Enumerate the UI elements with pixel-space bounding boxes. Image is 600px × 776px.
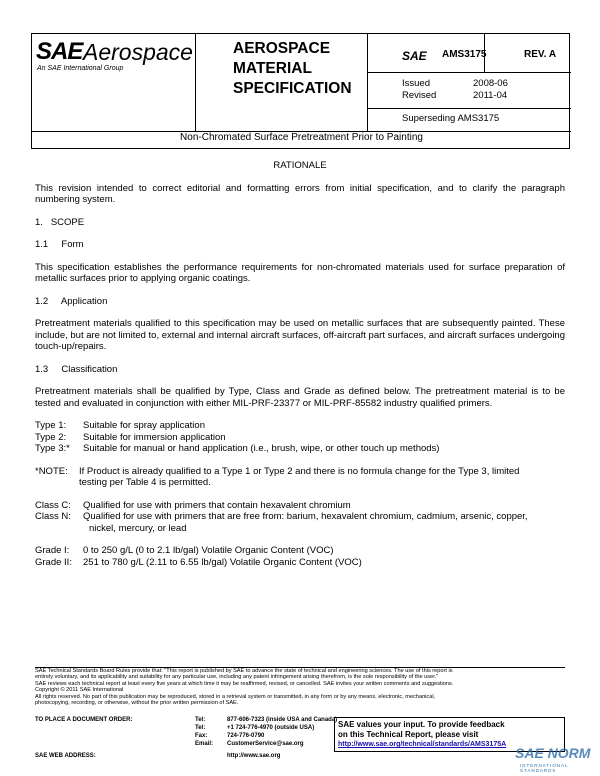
order-label: TO PLACE A DOCUMENT ORDER: — [35, 717, 133, 723]
type-text: Suitable for spray application — [83, 420, 205, 431]
divider — [367, 72, 571, 73]
logo-subtitle: An SAE International Group — [37, 65, 124, 72]
footer-line: Copyright © 2011 SAE International — [35, 687, 124, 694]
legal-footer — [35, 667, 565, 706]
form-heading: 1.1 Form — [35, 239, 84, 250]
class-row — [35, 500, 565, 512]
web-label: SAE WEB ADDRESS: — [35, 753, 96, 759]
footer-line: entirely voluntary, and its applicability and suitability for any particular use, including any patent infringement arising therefrom, is the sole responsibility of the user." — [35, 674, 439, 681]
footer-line: SAE Technical Standards Board Rules provide that: "This report is published by SAE to advance the state of technical and engineering sciences. The use of this report is — [35, 668, 453, 674]
class-text: Qualified for use with primers that are free from: barium, hexavalent chromium, cadmium, arsenic, copper, — [83, 511, 528, 522]
type-label: Type 2: — [35, 431, 67, 443]
fax-label: Fax: — [195, 733, 208, 739]
logo-sae-text: SAE — [36, 38, 83, 65]
grade-row — [35, 557, 565, 569]
document-subject: Non-Chromated Surface Pretreatment Prior to Painting — [180, 132, 423, 143]
class-label: Class C: — [35, 499, 71, 511]
class-row — [35, 511, 565, 523]
footer-line: SAE reviews each technical report at least every five years at which time it may be reaffirmed, revised, or cancelled. SAE invites your written comments and suggestions. — [35, 680, 454, 687]
email-value: CustomerService@sae.org — [227, 741, 304, 747]
web-value[interactable]: http://www.sae.org — [227, 753, 281, 759]
tel-value: +1 724-776-4970 (outside USA) — [227, 725, 315, 731]
title-line: AEROSPACE — [233, 40, 331, 57]
grade-text: 251 to 780 g/L (2.11 to 6.55 lb/gal) Volatile Organic Content (VOC) — [83, 556, 362, 568]
header-table — [31, 33, 570, 149]
document-type-title — [233, 39, 393, 99]
superseding-text: Superseding AMS3175 — [402, 113, 500, 124]
class-text-continued: nickel, mercury, or lead — [89, 522, 187, 534]
classification-heading: 1.3 Classification — [35, 363, 118, 375]
classification-text: Pretreatment materials shall be qualified by Type, Class and Grade as defined below. The pretreatment material is to be tested and evaluated in conjunction with either MIL-PRF-23377 or MIL-PRF-85582 industry qualified primers. — [35, 386, 565, 409]
fax-value: 724-776-0790 — [227, 733, 265, 739]
date-labels — [402, 78, 436, 102]
note-label: *NOTE: — [35, 465, 68, 477]
note-row — [35, 466, 565, 478]
scope-heading: 1. SCOPE — [35, 216, 85, 228]
watermark-subtitle: INTERNATIONAL STANDARDS — [520, 763, 569, 773]
revised-label: Revised — [402, 90, 437, 101]
document-number: AMS3175 — [442, 49, 487, 60]
type-row — [35, 420, 565, 432]
sae-aerospace-logo — [36, 38, 226, 96]
type-text: Suitable for immersion application — [83, 431, 226, 443]
class-label: Class N: — [35, 511, 71, 522]
email-label: Email: — [195, 741, 214, 747]
type-label: Type 3:* — [35, 443, 70, 454]
grade-row — [35, 545, 565, 557]
note-text-continued: testing per Table 4 is permitted. — [79, 477, 211, 488]
date-values — [473, 78, 508, 102]
footer-line: photocopying, recording, or otherwise, without the prior written permission of SAE. — [35, 700, 239, 707]
sae-norm-watermark: SAE NORM — [515, 745, 591, 761]
type-label: Type 1: — [35, 420, 67, 431]
grade-label: Grade II: — [35, 556, 72, 568]
logo-aerospace-text: Aerospace — [83, 39, 193, 65]
order-contact-block — [35, 716, 337, 760]
type-row — [35, 443, 565, 455]
type-row — [35, 432, 565, 444]
application-text: Pretreatment materials qualified to this specification may be used on metallic surfaces that are subsequently painted. These include, but are not limited to, external and internal aircraft surfaces, off-aircraft part surfaces, and aircraft surfaces undergoing touch-up/repairs. — [35, 318, 565, 352]
feedback-text: on this Technical Report, please visit — [338, 730, 479, 739]
tel-value: 877-606-7323 (inside USA and Canada) — [227, 717, 338, 723]
tel-label: Tel: — [195, 717, 206, 723]
type-text: Suitable for manual or hand application (i.e., brush, wipe, or other touch up methods) — [83, 443, 440, 454]
sae-small-logo: SAE — [402, 49, 427, 63]
form-text: This specification establishes the performance requirements for non-chromated materials used for surface preparation of metallic surfaces prior to applying organic coatings. — [35, 261, 565, 284]
tel-label: Tel: — [195, 725, 206, 731]
rationale-heading: RATIONALE — [273, 160, 327, 171]
feedback-text: SAE values your input. To provide feedback — [338, 720, 505, 729]
document-body — [35, 160, 565, 568]
feedback-link[interactable]: http://www.sae.org/technical/standards/AMS3175A — [338, 741, 507, 748]
grade-text: 0 to 250 g/L (0 to 2.1 lb/gal) Volatile Organic Content (VOC) — [83, 545, 334, 556]
revised-date: 2011-04 — [473, 90, 508, 101]
rationale-text: This revision intended to correct editorial and formatting errors from initial specification, and to clarify the paragraph numbering system. — [35, 182, 565, 205]
note-text: If Product is already qualified to a Type 1 or Type 2 and there is no formula change for the Type 3, limited — [79, 465, 520, 477]
title-line: MATERIAL — [233, 60, 312, 77]
divider — [367, 108, 571, 109]
title-line: SPECIFICATION — [233, 80, 352, 97]
issued-date: 2008-06 — [473, 78, 508, 89]
footer-line: All rights reserved. No part of this publication may be reproduced, stored in a retrieval system or transmitted, in any form or by any means, electronic, mechanical, — [35, 693, 436, 700]
issued-label: Issued — [402, 78, 430, 89]
class-text: Qualified for use with primers that contain hexavalent chromium — [83, 499, 351, 511]
grade-label: Grade I: — [35, 545, 70, 556]
application-heading: 1.2 Application — [35, 295, 108, 307]
revision-label: REV. A — [524, 49, 557, 60]
